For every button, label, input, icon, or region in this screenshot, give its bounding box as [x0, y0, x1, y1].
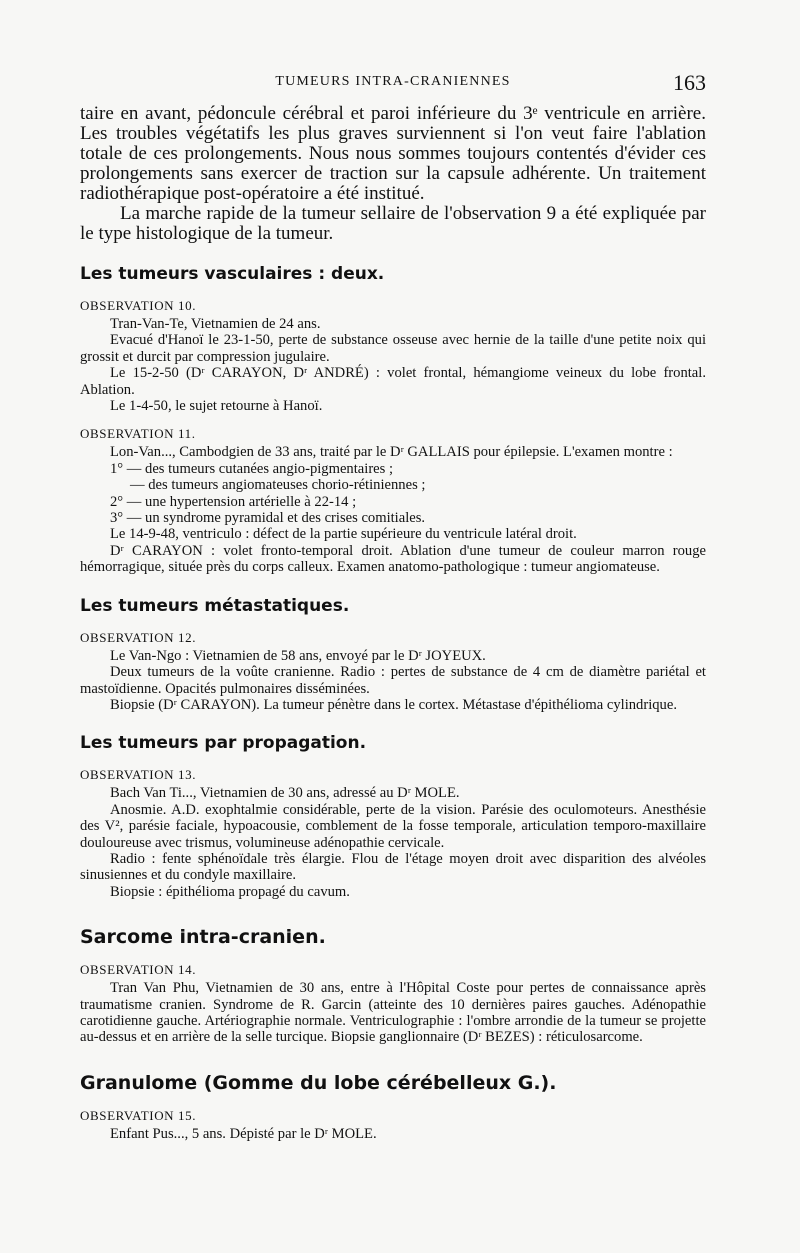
obs11-list-item-3: 2° — une hypertension artérielle à 22-14 ;	[110, 493, 357, 510]
page-number: 163	[673, 70, 706, 95]
obs12-line-1: Le Van-Ngo : Vietnamien de 58 ans, envoyé par le Dʳ JOYEUX.	[110, 647, 486, 664]
obs11-line-1: Lon-Van..., Cambodgien de 33 ans, traité par le Dʳ GALLAIS pour épilepsie. L'examen montre :	[110, 444, 673, 461]
obs13-line-4: Biopsie : épithélioma propagé du cavum.	[110, 883, 350, 900]
section-heading-granuloma: Granulome (Gomme du lobe cérébelleux G.).	[80, 1071, 557, 1094]
obs11-line-2: Le 14-9-48, ventriculo : défect de la partie supérieure du ventricule latéral droit.	[110, 526, 577, 543]
section-heading-vascular: Les tumeurs vasculaires : deux.	[80, 264, 385, 284]
obs11-line-3: Dʳ CARAYON : volet fronto-temporal droit. Ablation d'une tumeur de couleur marron rouge hémorragique, située près du corps calleux. Examen anatomo-pathologique : tumeur angiomateuse.	[80, 542, 706, 576]
obs12-line-2: Deux tumeurs de la voûte cranienne. Radio : pertes de substance de 4 cm de diamètre pariétal et mastoïdienne. Opacités pulmonaires disséminées.	[80, 664, 706, 697]
obs13-line-3: Radio : fente sphénoïdale très élargie. Flou de l'étage moyen droit avec disparition des alvéoles sinusiennes et du condyle maxillaire.	[80, 850, 706, 884]
page-header	[80, 70, 706, 104]
observation-15-title: OBSERVATION 15.	[80, 1107, 197, 1123]
obs15-line-1: Enfant Pus..., 5 ans. Dépisté par le Dʳ MOLE.	[110, 1125, 377, 1142]
section-heading-metastatic: Les tumeurs métastatiques.	[80, 595, 350, 616]
obs10-line-2: Evacué d'Hanoï le 23-1-50, perte de substance osseuse avec hernie de la taille d'une petite noix qui grossit et durcit par compression jugulaire.	[80, 332, 706, 365]
observation-10-title: OBSERVATION 10.	[80, 298, 197, 313]
running-title: TUMEURS INTRA-CRANIENNES	[275, 74, 511, 89]
observation-13-title: OBSERVATION 13.	[80, 767, 197, 783]
observation-12-title: OBSERVATION 12.	[80, 629, 197, 645]
document-page	[80, 70, 706, 1142]
obs10-line-3: Le 15-2-50 (Dʳ CARAYON, Dʳ ANDRÉ) : volet frontal, hémangiome veineux du lobe frontal. Ablation.	[80, 365, 706, 398]
section-heading-propagation: Les tumeurs par propagation.	[80, 733, 367, 754]
obs13-line-2: Anosmie. A.D. exophtalmie considérable, perte de la vision. Parésie des oculomoteurs. Anesthésie des V², parésie faciale, hypoacousie, comblement de la fosse temporale, articulation temporo-maxillaire douloureuse avec trismus, volumineuse adénopathie cervicale.	[80, 801, 706, 851]
obs13-line-1: Bach Van Ti..., Vietnamien de 30 ans, adressé au Dʳ MOLE.	[110, 785, 460, 802]
intro-paragraph-2: La marche rapide de la tumeur sellaire de l'observation 9 a été expliquée par le type histologique de la tumeur.	[80, 203, 706, 244]
obs11-list-item-4: 3° — un syndrome pyramidal et des crises comitiales.	[110, 510, 426, 527]
obs11-list-item-1: 1° — des tumeurs cutanées angio-pigmentaires ;	[110, 460, 394, 477]
obs10-line-4: Le 1-4-50, le sujet retourne à Hanoï.	[110, 398, 323, 415]
section-heading-sarcoma: Sarcome intra-cranien.	[80, 926, 326, 949]
intro-paragraph-1: taire en avant, pédoncule cérébral et paroi inférieure du 3ᵉ ventricule en arrière. Les troubles végétatifs les plus graves surviennent si l'on veut faire l'ablation totale de ces prolongements. Nous nous sommes toujours contentés d'évider ces prolongements sans exercer de traction sur la capsule adhérente. Un traitement radiothérapique post-opératoire a été institué.	[80, 103, 706, 204]
obs14-line-1: Tran Van Phu, Vietnamien de 30 ans, entre à l'Hôpital Coste pour pertes de connaissance après traumatisme cranien. Syndrome de R. Garcin (atteinte des 10 dernières paires gauches. Adénopathie carotidienne gauche. Artériographie normale. Ventriculographie : l'ombre arrondie de la tumeur se projette au-dessus et en arrière de la selle turcique. Biopsie ganglionnaire (Dʳ BEZES) : réticulosarcome.	[80, 980, 706, 1046]
obs10-line-1: Tran-Van-Te, Vietnamien de 24 ans.	[110, 316, 321, 332]
obs12-line-3: Biopsie (Dʳ CARAYON). La tumeur pénètre dans le cortex. Métastase d'épithélioma cylindrique.	[110, 696, 677, 713]
obs11-list-item-2: — des tumeurs angiomateuses chorio-rétiniennes ;	[130, 477, 426, 494]
observation-14-title: OBSERVATION 14.	[80, 962, 197, 978]
observation-11-title: OBSERVATION 11.	[80, 426, 196, 442]
